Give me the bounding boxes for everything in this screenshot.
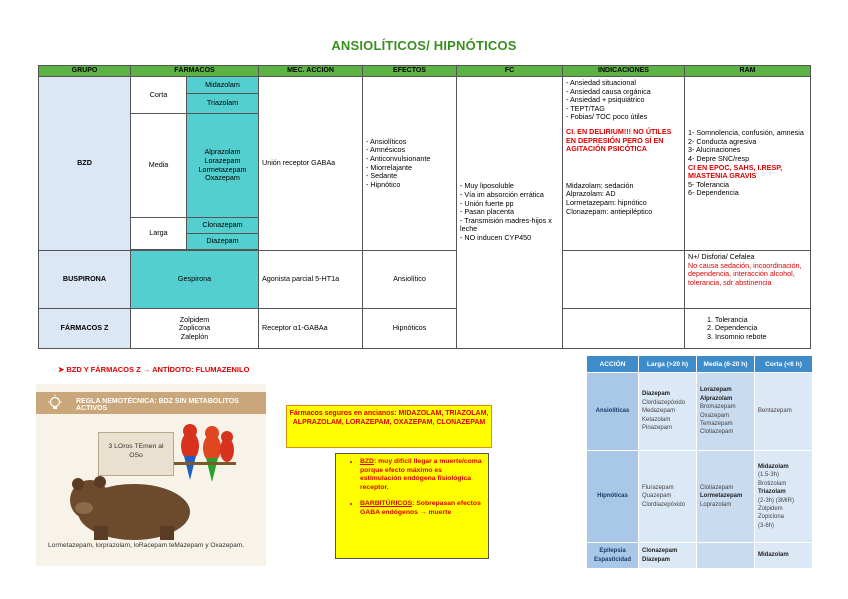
mnemonic-card <box>36 384 266 566</box>
drug-item: Diazepam <box>642 556 671 563</box>
drug-item: Zolpidem <box>179 314 210 324</box>
drug-item: Alprazolam <box>700 395 733 402</box>
header-indicaciones: INDICACIONES <box>563 66 685 77</box>
bzd-note-text: : muy difícil llegar a muerte/coma porque efecto máximo es estimulación endógena fisiológica receptor. <box>360 458 482 491</box>
bzd-efectos <box>363 77 457 251</box>
table-row <box>39 77 811 94</box>
ram-warning: No causa sedación, incoordinación, dependencia, interacción alcohol, tolerancia, sdr abstinencia <box>688 260 802 287</box>
mnemonic-title: REGLA NEMOTÉCNICA: BDZ SIN METABOLITOS ACTIVOS <box>76 398 239 412</box>
bzd-ram <box>685 77 811 251</box>
group-farmacos-z: FÁRMACOS Z <box>39 309 131 349</box>
indicacion-item: Alprazolam: AD <box>566 189 616 199</box>
bzd-note-label: BZD <box>360 458 374 465</box>
drug-gespirona: Gespirona <box>131 251 259 309</box>
ram-item: 1- Somnolencia, confusión, amnesia <box>688 128 804 138</box>
mnemonic-header <box>36 392 266 414</box>
action-corta-cell <box>755 543 813 569</box>
fc-item: - Unión fuerte pp <box>460 198 514 208</box>
bzd-mec: Unión receptor GABAa <box>259 77 363 251</box>
drug-item: Bromazepam <box>700 404 736 411</box>
table-row <box>39 251 811 309</box>
group-bzd: BZD <box>39 77 131 251</box>
indicacion-item: - Ansiedad causa orgánica <box>566 86 651 96</box>
drug-item: (2-3h) (3MIR) <box>758 497 795 504</box>
action-label: Epilepsia Espasticidad <box>587 543 639 569</box>
header-efectos: EFECTOS <box>363 66 457 77</box>
page-title: ANSIOLÍTICOS/ HIPNÓTICOS <box>331 38 517 53</box>
drug-item: Clordiazepóxido <box>642 501 686 508</box>
efecto-item: - Sedante <box>366 171 398 181</box>
indicacion-item: Midazolam: sedación <box>566 180 634 190</box>
drug-item: Clotiazepam <box>700 429 734 436</box>
barbituric-note-label: BARBITÚRICOS <box>360 500 413 508</box>
table-row <box>587 543 813 569</box>
mnemonic-sign: 3 LOros TEmen al OSo <box>98 432 174 476</box>
action-media-cell <box>697 373 755 451</box>
indicacion-item: - Ansiedad situacional <box>566 78 636 87</box>
header-farmacos: FÁRMACOS <box>131 66 259 77</box>
action-header: ACCIÓN <box>587 356 639 373</box>
efecto-item: - Ansiolíticos <box>366 136 407 146</box>
drug-item: Zolpidem <box>758 505 783 512</box>
mnemonic-caption: Lormetazepam, lorprazolam, loRacepam teMazepam y Oxazepam. <box>48 542 245 549</box>
indicacion-item: - Fobias/ TOC poco útiles <box>566 112 648 122</box>
fc-item: - NO inducen CYP450 <box>460 232 532 242</box>
action-corta-cell <box>755 373 813 451</box>
drug-item: (1.5-3h) <box>758 472 780 479</box>
indicacion-item: - TEPT/TAG <box>566 103 605 113</box>
action-larga-cell <box>639 543 697 569</box>
drug-item: Loprazolam <box>700 501 732 508</box>
efecto-item: - Hipnótico <box>366 179 401 189</box>
ram-item: 4- Depre SNC/resp <box>688 153 750 163</box>
barbituric-note-text: : Sobrepasan efectos GABA endógenos → muerte <box>360 500 481 516</box>
table-row <box>587 373 813 451</box>
ram-item: 2- Conducta agresiva <box>688 136 757 146</box>
fc-item: - Transmisión madres-hijos x leche <box>460 215 552 234</box>
header-grupo: GRUPO <box>39 66 131 77</box>
barbituric-note <box>360 500 482 517</box>
ram-item: N+/ Disforia/ Cefalea <box>688 252 755 261</box>
buspirona-efectos: Ansiolítico <box>363 251 457 309</box>
drug-midazolam: Midazolam <box>187 77 259 94</box>
header-mec-accion: MEC. ACCIÓN <box>259 66 363 77</box>
ram-item: 1. Tolerancia <box>707 314 748 324</box>
z-ram <box>685 309 811 349</box>
indicacion-item: Clonazepam: antiepiléptico <box>566 206 653 216</box>
drug-item: Clotiazepam <box>700 484 734 491</box>
drug-diazepam: Diazepam <box>187 234 259 250</box>
table-row <box>587 451 813 543</box>
fc-item: - Pasan placenta <box>460 207 514 217</box>
buspirona-ram <box>685 251 811 309</box>
bear-illustration <box>64 464 194 542</box>
ram-item: 6- Dependencia <box>688 188 739 198</box>
bzd-fc <box>457 77 563 349</box>
bzd-vs-barbiturics-box <box>335 453 489 559</box>
drug-clonazepam: Clonazepam <box>187 218 259 234</box>
duration-media: Media <box>131 114 187 218</box>
action-label: Ansiolíticas <box>587 373 639 451</box>
indicacion-item: - Ansiedad + psiquiátrico <box>566 95 645 105</box>
drug-item: Ketazolam <box>642 416 671 423</box>
drug-item: Triazolam <box>758 489 786 496</box>
action-duration-table <box>586 355 813 569</box>
action-header: Corta (<6 h) <box>755 356 813 373</box>
duration-larga: Larga <box>131 218 187 250</box>
drug-item: Medazepam <box>642 408 676 415</box>
ram-warning: CI EN EPOC, SAHS, I.RESP, MIASTENIA GRAVIS <box>688 162 783 181</box>
safe-elderly-box: Fármacos seguros en ancianos: MIDAZOLAM, TRIAZOLAM, ALPRAZOLAM, LORAZEPAM, OXAZEPAM, CLONAZEPAM <box>286 405 492 448</box>
antidote-note: ➤ BZD Y FÁRMACOS Z → ANTÍDOTO: FLUMAZENILO <box>58 365 250 374</box>
drug-item: Clordiazepóxido <box>642 399 686 406</box>
table-row <box>39 309 811 349</box>
drug-item: Midazolam <box>758 552 789 559</box>
drugs-media: Alprazolam Lorazepam Lormetazepam Oxazepam <box>187 114 259 218</box>
ram-item: 3- Alucinaciones <box>688 145 741 155</box>
duration-corta: Corta <box>131 77 187 114</box>
drug-item: Zoplicona <box>178 323 211 333</box>
action-larga-cell <box>639 451 697 543</box>
action-label: Hipnóticas <box>587 451 639 543</box>
drug-item: Zopiclona <box>758 514 785 521</box>
action-header: Larga (>20 h) <box>639 356 697 373</box>
drug-item: Zaleplón <box>180 331 209 341</box>
group-buspirona: BUSPIRONA <box>39 251 131 309</box>
ram-item: 5- Tolerancia <box>688 179 730 189</box>
drug-item: Diazepam <box>642 391 671 398</box>
header-ram: RAM <box>685 66 811 77</box>
drug-table <box>38 65 811 349</box>
buspirona-indicaciones <box>563 251 685 309</box>
action-media-cell <box>697 543 755 569</box>
fc-item: - Muy liposoluble <box>460 181 514 191</box>
z-indicaciones <box>563 309 685 349</box>
indicacion-item: Lormetazepam: hipnótico <box>566 197 647 207</box>
ram-item: 3. Insomnio rebote <box>707 331 767 341</box>
drugs-z <box>131 309 259 349</box>
ram-item: 2. Dependencia <box>707 323 758 333</box>
drug-item: (3-6h) <box>758 522 775 529</box>
drug-item: Flurazepam <box>642 484 674 491</box>
z-efectos: Hipnóticos <box>363 309 457 349</box>
lightbulb-icon <box>46 394 64 412</box>
efecto-item: - Anticonvulsionante <box>366 153 431 163</box>
action-media-cell <box>697 451 755 543</box>
drug-item: Clonazepam <box>642 548 678 555</box>
table-header-row <box>39 66 811 77</box>
indicacion-warning: CI. EN DELIRIUM!!! NO ÚTILES EN DEPRESIÓN PERO SÍ EN AGITACIÓN PSICÓTICA <box>566 126 672 154</box>
action-larga-cell <box>639 373 697 451</box>
action-header: Media (6-20 h) <box>697 356 755 373</box>
efecto-item: - Amnésicos <box>366 145 406 155</box>
drug-item: Oxazepam <box>700 412 730 419</box>
drug-triazolam: Triazolam <box>187 94 259 114</box>
header-fc: FC <box>457 66 563 77</box>
drug-item: Quazepam <box>642 493 672 500</box>
efecto-item: - Miorrelajante <box>366 162 412 172</box>
z-mec: Receptor α1-GABAa <box>259 309 363 349</box>
bzd-note <box>360 458 482 492</box>
buspirona-mec: Agonista parcial 5-HT1a <box>259 251 363 309</box>
drug-item: Lorazepam <box>700 387 732 394</box>
drug-item: Bentazepam <box>758 408 792 415</box>
action-header-row <box>587 356 813 373</box>
drug-item: Midazolam <box>758 463 789 470</box>
action-corta-cell <box>755 451 813 543</box>
drug-item: Brotizolam <box>758 480 787 487</box>
drug-item: Pinazepam <box>642 425 673 432</box>
bzd-indicaciones <box>563 77 685 251</box>
fc-item: - Vía im absorción errática <box>460 190 544 200</box>
drug-item: Temazepam <box>700 420 733 427</box>
drug-item: Lormetazepam <box>700 493 743 500</box>
